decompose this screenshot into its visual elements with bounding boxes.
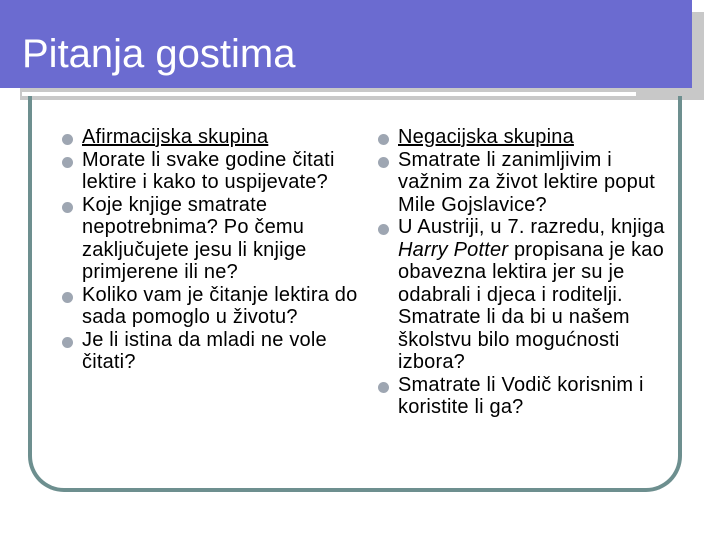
title-bar-shadow-right xyxy=(692,12,704,100)
list-item xyxy=(62,126,362,149)
left-column xyxy=(62,126,362,374)
list-item xyxy=(378,149,678,217)
list-item xyxy=(62,284,362,329)
bullet-icon xyxy=(378,224,389,235)
text-segment: U Austriji, u 7. razredu, knjiga xyxy=(398,216,665,238)
list-item xyxy=(378,216,678,374)
bullet-icon xyxy=(62,292,73,303)
right-column xyxy=(378,126,678,419)
list-item-text xyxy=(398,216,678,374)
list-item-text: Koje knjige smatrate nepotrebnima? Po čemu zaključujete jesu li knjige primjerene ili ne? xyxy=(82,193,307,283)
list-item-heading: Negacijska skupina xyxy=(398,126,574,148)
bullet-icon xyxy=(378,157,389,168)
slide-title: Pitanja gostima xyxy=(22,32,296,76)
bullet-icon xyxy=(378,134,389,145)
list-item xyxy=(378,126,678,149)
list-item xyxy=(62,149,362,194)
list-item xyxy=(62,329,362,374)
list-item-text: Morate li svake godine čitati lektire i kako to uspijevate? xyxy=(82,148,335,193)
list-item xyxy=(378,374,678,419)
list-item-text: Koliko vam je čitanje lektira do sada pomoglo u životu? xyxy=(82,283,358,328)
list-item xyxy=(62,194,362,284)
bullet-icon xyxy=(378,382,389,393)
bullet-icon xyxy=(62,337,73,348)
book-title: Harry Potter xyxy=(398,238,509,261)
bullet-icon xyxy=(62,202,73,213)
bullet-icon xyxy=(62,157,73,168)
bullet-icon xyxy=(62,134,73,145)
list-item-text: Smatrate li zanimljivim i važnim za život lektire poput Mile Gojslavice? xyxy=(398,148,656,216)
list-item-text: Smatrate li Vodič korisnim i koristite li ga? xyxy=(398,373,644,418)
list-item-text: Je li istina da mladi ne vole čitati? xyxy=(82,328,327,373)
list-item-heading: Afirmacijska skupina xyxy=(82,126,269,148)
text-segment: propisana je kao obavezna lektira jer su je odabrali i djeca i roditelji. Smatrate li da bi u našem školstvu bilo mogućnosti izbora? xyxy=(398,238,664,373)
